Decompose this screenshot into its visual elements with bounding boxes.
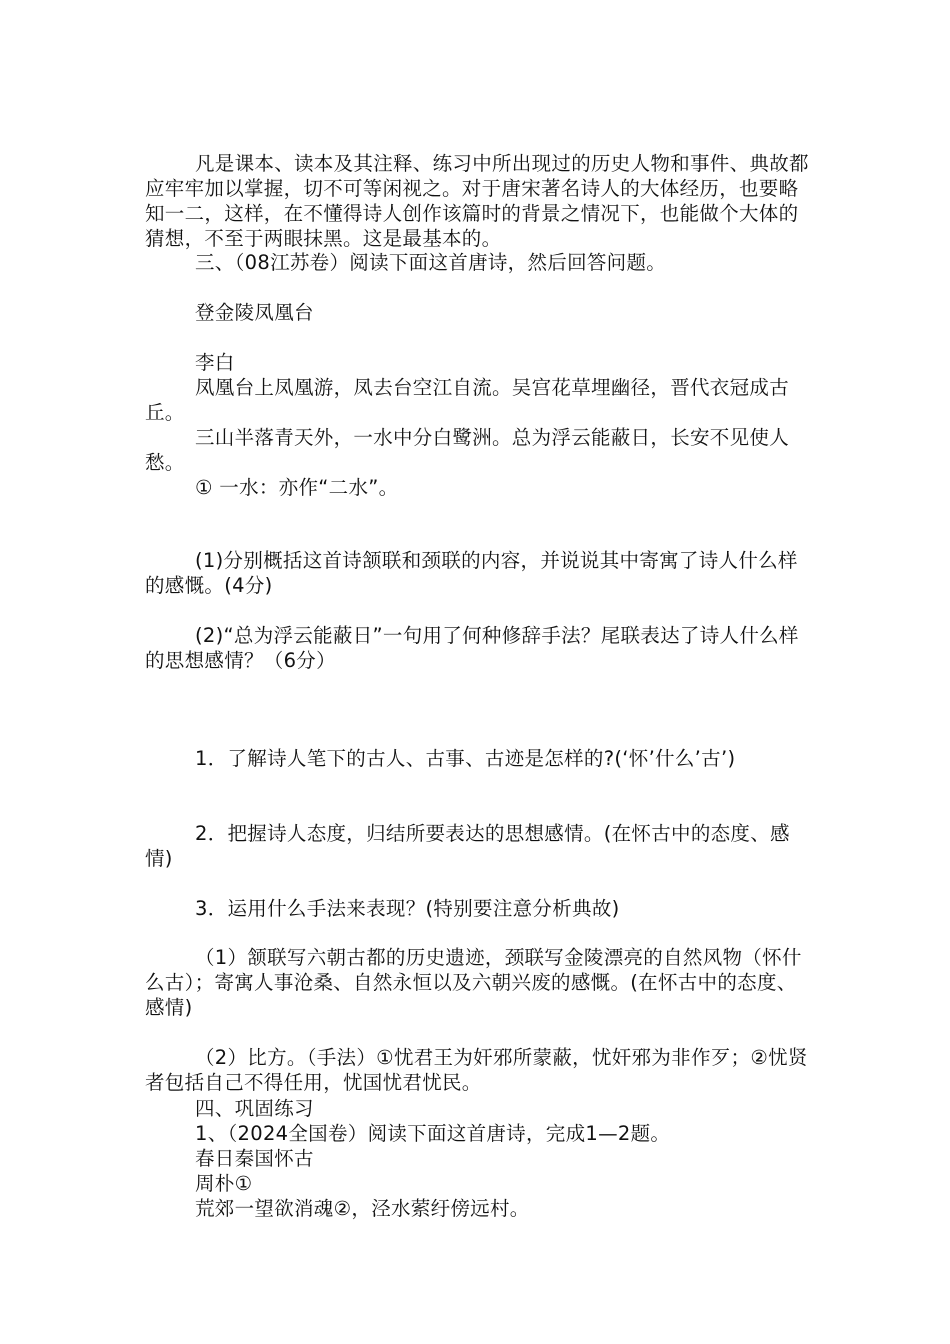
poem-footnote: ① 一水：亦作“二水”。 (195, 476, 399, 499)
exercise-poem-line-1: 荒郊一望欲消魂②，泾水萦纡傍远村。 (195, 1197, 530, 1220)
question-2: (2)“总为浮云能蔽日”一句用了何种修辞手法？尾联表达了诗人什么样的思想感情？（6分） (145, 624, 799, 672)
poem-stanza-1: 凤凰台上凤凰游，凤去台空江自流。吴宫花草埋幽径，晋代衣冠成古丘。 (145, 376, 790, 424)
answer-2: （2）比方。（手法）①忧君王为奸邪所蒙蔽，忧奸邪为非作歹；②忧贤者包括自己不得任用，忧国忧君忧民。 (145, 1046, 808, 1094)
section-four-heading: 四、巩固练习 (195, 1097, 314, 1120)
question-1: (1)分别概括这首诗颔联和颈联的内容，并说说其中寄寓了诗人什么样的感慨。(4分) (145, 549, 798, 597)
method-point-1: 1．了解诗人笔下的古人、古事、古迹是怎样的?(‘怀’什么’古’) (195, 747, 736, 770)
section-three-heading: 三、（08江苏卷）阅读下面这首唐诗，然后回答问题。 (195, 251, 667, 274)
answer-1: （1）颔联写六朝古都的历史遗迹，颈联写金陵漂亮的自然风物（怀什么古）；寄寓人事沧桑、自然永恒以及六朝兴废的感慨。(在怀古中的态度、感情) (145, 946, 802, 1019)
poem-author: 李白 (195, 351, 235, 374)
intro-paragraph: 凡是课本、读本及其注释、练习中所出现过的历史人物和事件、典故都应牢牢加以掌握，切不可等闲视之。对于唐宋著名诗人的大体经历，也要略知一二，这样，在不懂得诗人创作该篇时的背景之情况下，也能做个大体的猜想，不至于两眼抹黑。这是最基本的。 (145, 152, 809, 250)
method-point-2: 2．把握诗人态度，归结所要表达的思想感情。(在怀古中的态度、感情) (145, 822, 790, 870)
exercise-poem-title: 春日秦国怀古 (195, 1147, 314, 1170)
poem-stanza-2: 三山半落青天外，一水中分白鹭洲。总为浮云能蔽日，长安不见使人愁。 (145, 426, 790, 474)
method-point-3: 3．运用什么手法来表现？(特别要注意分析典故) (195, 897, 620, 920)
exercise-1-prompt: 1、（2024全国卷）阅读下面这首唐诗，完成1—2题。 (195, 1122, 671, 1145)
exercise-poem-author: 周朴① (195, 1172, 253, 1195)
poem-title: 登金陵凤凰台 (195, 301, 314, 324)
